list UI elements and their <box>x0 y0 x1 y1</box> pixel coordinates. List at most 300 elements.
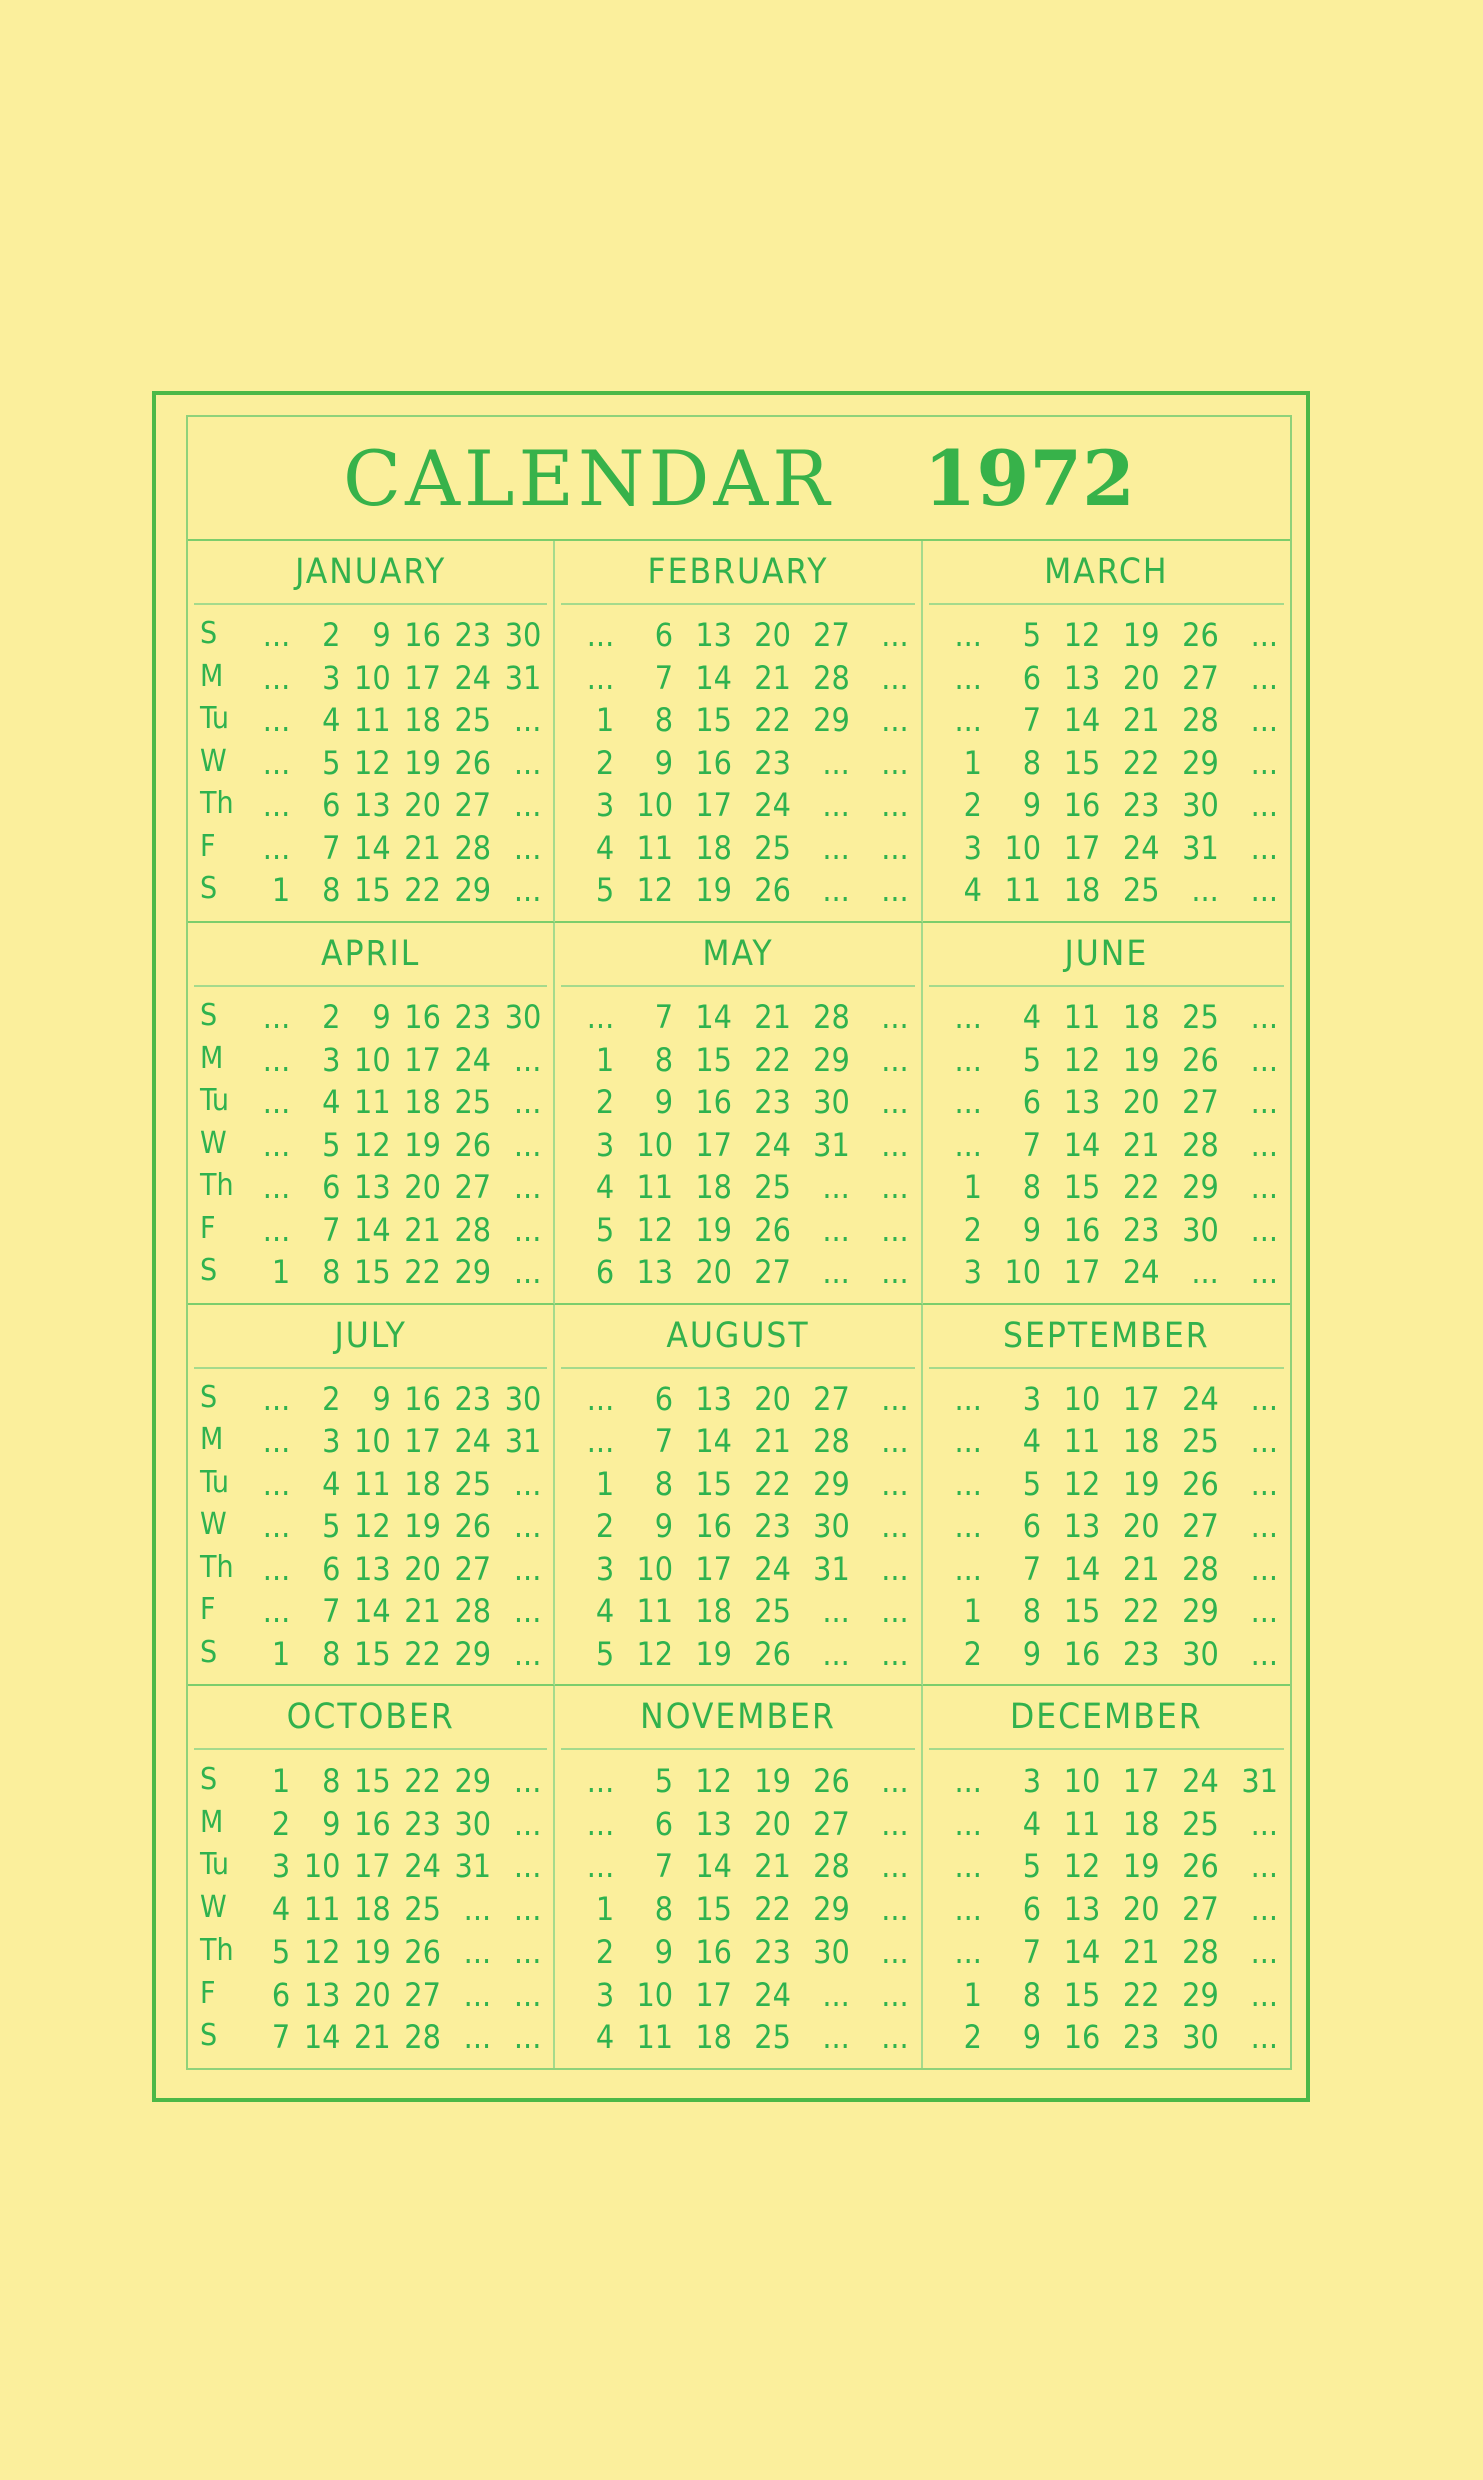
day-cell: 9 <box>1022 786 1042 825</box>
day-cell: ... <box>1250 1083 1278 1122</box>
month-june <box>923 923 1290 1305</box>
week-day-row <box>194 1125 547 1164</box>
day-cell: ... <box>954 1507 982 1546</box>
week-day-row <box>194 998 547 1037</box>
day-cell: 23 <box>454 1379 492 1418</box>
day-cell: 15 <box>1063 1592 1101 1631</box>
day-cell: 1 <box>963 1592 982 1631</box>
weekday-label: S <box>200 616 218 652</box>
week-day-row <box>929 1379 1284 1418</box>
day-cell: ... <box>1250 1592 1278 1631</box>
day-cell: 12 <box>1063 1464 1101 1503</box>
day-cell: 24 <box>404 1847 441 1886</box>
day-cell: 14 <box>1063 1125 1101 1164</box>
day-cell: 2 <box>963 1634 982 1673</box>
day-cell: ... <box>1250 1210 1278 1249</box>
day-cell: ... <box>513 2018 542 2057</box>
week-day-row <box>929 2018 1284 2057</box>
day-cell: 1 <box>271 1634 291 1673</box>
day-cell: ... <box>513 1592 542 1631</box>
day-cell: 24 <box>454 1422 492 1461</box>
month-name: AUGUST <box>561 1305 914 1369</box>
day-cell: ... <box>881 1804 909 1843</box>
day-cell: 16 <box>695 1507 732 1546</box>
day-cell: ... <box>262 786 291 825</box>
weekday-label: Th <box>200 1168 234 1204</box>
day-cell: 25 <box>754 2018 791 2057</box>
day-cell: 10 <box>303 1847 341 1886</box>
day-cell: 21 <box>404 828 441 867</box>
day-cell: 12 <box>636 871 674 910</box>
month-february <box>555 541 922 923</box>
week-day-row <box>561 1464 914 1503</box>
day-cell: 11 <box>1004 871 1042 910</box>
weekday-label: S <box>200 1253 218 1289</box>
week-day-row <box>561 828 914 867</box>
day-cell: ... <box>262 701 291 740</box>
day-cell: ... <box>586 658 615 697</box>
day-cell: 6 <box>654 616 674 655</box>
day-cell: ... <box>822 1634 850 1673</box>
week-day-row <box>561 1592 914 1631</box>
day-cell: ... <box>881 1168 909 1207</box>
day-cell: ... <box>881 1379 909 1418</box>
day-cell: 28 <box>1182 1932 1219 1971</box>
day-cell: 23 <box>754 1932 791 1971</box>
day-cell: ... <box>513 1549 542 1588</box>
day-cell: 10 <box>354 658 391 697</box>
weekday-label: M <box>200 1422 224 1458</box>
day-cell: 19 <box>695 1210 732 1249</box>
day-cell: 22 <box>404 1634 441 1673</box>
day-cell: ... <box>262 1210 291 1249</box>
day-cell: ... <box>881 1932 909 1971</box>
day-cell: ... <box>881 1125 909 1164</box>
day-cell: 29 <box>454 1634 492 1673</box>
day-cell: 4 <box>1022 1422 1042 1461</box>
day-cell: ... <box>822 1253 850 1292</box>
day-cell: 16 <box>404 616 441 655</box>
day-cell: 15 <box>354 1253 391 1292</box>
day-cell: 4 <box>322 1083 341 1122</box>
week-day-row <box>929 1975 1284 2014</box>
day-cell: 28 <box>813 998 850 1037</box>
day-cell: 22 <box>404 1253 441 1292</box>
day-cell: 21 <box>754 658 791 697</box>
day-rows <box>194 605 547 921</box>
month-may <box>555 923 922 1305</box>
day-cell: 6 <box>322 786 341 825</box>
day-cell: 9 <box>1022 1210 1042 1249</box>
day-cell: 26 <box>1182 616 1219 655</box>
day-cell: 1 <box>595 701 615 740</box>
day-cell: 6 <box>322 1168 341 1207</box>
day-cell: 9 <box>372 998 391 1037</box>
week-day-row <box>194 1168 547 1207</box>
day-cell: 27 <box>813 616 850 655</box>
day-cell: 3 <box>322 1040 341 1079</box>
week-day-row <box>194 871 547 910</box>
week-day-row <box>929 1464 1284 1503</box>
week-day-row <box>929 1210 1284 1249</box>
day-cell: ... <box>822 1592 850 1631</box>
day-cell: 22 <box>404 871 441 910</box>
day-cell: ... <box>881 743 909 782</box>
day-cell: 22 <box>1122 743 1160 782</box>
week-day-row <box>561 1932 914 1971</box>
day-cell: 26 <box>1182 1847 1219 1886</box>
day-cell: 3 <box>1022 1379 1042 1418</box>
week-day-row <box>561 1804 914 1843</box>
day-cell: 13 <box>695 616 732 655</box>
day-cell: 27 <box>1182 658 1219 697</box>
day-cell: 3 <box>322 658 341 697</box>
day-cell: 14 <box>695 998 732 1037</box>
month-august <box>555 1305 922 1687</box>
day-cell: 7 <box>1022 701 1042 740</box>
day-cell: 23 <box>754 743 791 782</box>
month-name: JANUARY <box>194 541 547 605</box>
day-cell: 22 <box>754 1464 791 1503</box>
day-cell: ... <box>586 1847 615 1886</box>
day-cell: 5 <box>595 1210 615 1249</box>
day-cell: 31 <box>813 1125 850 1164</box>
week-day-row <box>929 1253 1284 1292</box>
day-cell: 13 <box>354 1549 391 1588</box>
day-cell: ... <box>1191 871 1219 910</box>
day-cell: 7 <box>271 2018 291 2057</box>
week-day-row <box>561 1634 914 1673</box>
day-cell: ... <box>1250 1379 1278 1418</box>
day-cell: 22 <box>1122 1592 1160 1631</box>
day-cell: 5 <box>322 1125 341 1164</box>
day-cell: ... <box>513 1125 542 1164</box>
day-cell: 10 <box>1004 1253 1042 1292</box>
day-cell: ... <box>1250 828 1278 867</box>
week-day-row <box>561 1761 914 1800</box>
day-rows <box>561 987 914 1303</box>
day-cell: ... <box>463 1932 492 1971</box>
week-day-row <box>929 1125 1284 1164</box>
day-cell: 14 <box>1063 1549 1101 1588</box>
week-day-row <box>194 616 547 655</box>
day-cell: 10 <box>636 786 674 825</box>
day-cell: 24 <box>454 1040 492 1079</box>
day-cell: 21 <box>404 1592 441 1631</box>
weekday-label: F <box>200 1210 216 1246</box>
day-cell: 8 <box>1022 743 1042 782</box>
day-cell: 31 <box>504 1422 542 1461</box>
day-cell: 21 <box>1122 1932 1160 1971</box>
day-cell: 7 <box>1022 1932 1042 1971</box>
day-cell: ... <box>1250 1507 1278 1546</box>
title-text: CALENDAR <box>342 433 834 523</box>
day-cell: ... <box>954 1040 982 1079</box>
day-cell: ... <box>881 1975 909 2014</box>
day-cell: ... <box>1250 1804 1278 1843</box>
day-cell: 2 <box>963 2018 982 2057</box>
month-name: MARCH <box>929 541 1284 605</box>
day-cell: 21 <box>754 1847 791 1886</box>
week-day-row <box>929 743 1284 782</box>
day-cell: 8 <box>654 1464 674 1503</box>
day-cell: ... <box>881 2018 909 2057</box>
day-cell: 30 <box>813 1932 850 1971</box>
day-cell: 27 <box>454 1549 492 1588</box>
day-cell: 22 <box>754 1890 791 1929</box>
month-name: JULY <box>194 1305 547 1369</box>
day-cell: ... <box>881 1464 909 1503</box>
day-cell: 13 <box>1063 1083 1101 1122</box>
day-cell: 17 <box>695 1975 732 2014</box>
day-cell: 18 <box>695 1592 732 1631</box>
day-cell: 19 <box>695 1634 732 1673</box>
day-cell: 8 <box>1022 1592 1042 1631</box>
day-cell: 8 <box>654 1040 674 1079</box>
day-cell: 7 <box>1022 1125 1042 1164</box>
month-name: OCTOBER <box>194 1686 547 1750</box>
day-cell: 19 <box>354 1932 391 1971</box>
week-day-row <box>561 1975 914 2014</box>
day-cell: ... <box>881 616 909 655</box>
day-cell: 20 <box>754 616 791 655</box>
day-cell: 17 <box>1122 1379 1160 1418</box>
day-cell: ... <box>881 1890 909 1929</box>
day-cell: 17 <box>695 786 732 825</box>
day-cell: ... <box>881 701 909 740</box>
day-cell: 13 <box>1063 658 1101 697</box>
day-cell: 10 <box>354 1040 391 1079</box>
weekday-label: W <box>200 1125 227 1161</box>
day-cell: 12 <box>1063 1040 1101 1079</box>
day-cell: ... <box>513 1253 542 1292</box>
month-name: NOVEMBER <box>561 1686 914 1750</box>
day-cell: 20 <box>1122 1083 1160 1122</box>
day-cell: 16 <box>695 1932 732 1971</box>
day-cell: 20 <box>695 1253 732 1292</box>
day-cell: 27 <box>813 1379 850 1418</box>
week-day-row <box>194 1975 547 2014</box>
day-cell: 7 <box>654 1422 674 1461</box>
day-cell: ... <box>954 1083 982 1122</box>
week-day-row <box>929 1549 1284 1588</box>
day-cell: ... <box>954 1804 982 1843</box>
day-cell: 8 <box>322 1761 341 1800</box>
day-cell: 22 <box>754 701 791 740</box>
day-cell: ... <box>954 1847 982 1886</box>
day-cell: ... <box>1250 1975 1278 2014</box>
day-cell: 27 <box>454 1168 492 1207</box>
day-cell: 26 <box>813 1761 850 1800</box>
day-cell: 30 <box>1182 2018 1219 2057</box>
day-cell: 20 <box>404 786 441 825</box>
day-cell: 19 <box>695 871 732 910</box>
day-cell: 21 <box>754 998 791 1037</box>
day-cell: 2 <box>595 1083 615 1122</box>
day-cell: 11 <box>636 2018 674 2057</box>
day-cell: 25 <box>1122 871 1160 910</box>
day-cell: 5 <box>1022 1464 1042 1503</box>
day-cell: 9 <box>1022 1634 1042 1673</box>
day-cell: 4 <box>1022 998 1042 1037</box>
day-cell: 13 <box>1063 1507 1101 1546</box>
day-cell: ... <box>513 1168 542 1207</box>
day-cell: 7 <box>322 828 341 867</box>
day-cell: 19 <box>404 743 441 782</box>
day-cell: ... <box>262 828 291 867</box>
day-cell: ... <box>262 1083 291 1122</box>
day-cell: 14 <box>695 658 732 697</box>
day-cell: ... <box>1250 658 1278 697</box>
day-cell: 29 <box>1182 743 1219 782</box>
day-cell: ... <box>513 1210 542 1249</box>
day-cell: 24 <box>754 1975 791 2014</box>
weekday-label: Tu <box>200 1083 230 1119</box>
day-cell: 3 <box>595 1975 615 2014</box>
day-cell: ... <box>881 1422 909 1461</box>
week-day-row <box>194 1253 547 1292</box>
day-cell: 27 <box>1182 1507 1219 1546</box>
day-cell: ... <box>954 1422 982 1461</box>
day-cell: 30 <box>813 1507 850 1546</box>
day-cell: 2 <box>595 1507 615 1546</box>
day-cell: ... <box>954 1761 982 1800</box>
day-cell: 23 <box>754 1507 791 1546</box>
day-cell: 6 <box>322 1549 341 1588</box>
day-cell: 13 <box>354 786 391 825</box>
day-cell: 18 <box>404 1083 441 1122</box>
month-september <box>923 1305 1290 1687</box>
day-rows <box>194 1750 547 2068</box>
day-cell: 15 <box>695 701 732 740</box>
day-cell: ... <box>463 1975 492 2014</box>
day-cell: 17 <box>695 1549 732 1588</box>
day-cell: 20 <box>754 1804 791 1843</box>
week-day-row <box>929 1847 1284 1886</box>
day-cell: 5 <box>1022 1040 1042 1079</box>
day-cell: 8 <box>322 871 341 910</box>
week-day-row <box>194 2018 547 2057</box>
day-cell: 5 <box>1022 1847 1042 1886</box>
day-cell: ... <box>954 1379 982 1418</box>
day-cell: 15 <box>1063 1168 1101 1207</box>
week-day-row <box>929 701 1284 740</box>
day-cell: ... <box>1250 998 1278 1037</box>
day-cell: 13 <box>636 1253 674 1292</box>
week-day-row <box>929 1890 1284 1929</box>
day-cell: 21 <box>1122 1549 1160 1588</box>
day-cell: 2 <box>963 1210 982 1249</box>
day-cell: 18 <box>354 1890 391 1929</box>
day-cell: ... <box>262 1422 291 1461</box>
day-cell: 29 <box>813 1040 850 1079</box>
week-day-row <box>929 1040 1284 1079</box>
day-cell: 15 <box>354 871 391 910</box>
week-day-row <box>929 871 1284 910</box>
day-cell: 26 <box>1182 1040 1219 1079</box>
day-cell: 2 <box>963 786 982 825</box>
day-cell: ... <box>513 786 542 825</box>
day-cell: 24 <box>454 658 492 697</box>
month-name: SEPTEMBER <box>929 1305 1284 1369</box>
day-cell: 25 <box>1182 1804 1219 1843</box>
day-cell: 26 <box>454 1125 492 1164</box>
month-name: FEBRUARY <box>561 541 914 605</box>
day-cell: 11 <box>636 828 674 867</box>
day-cell: ... <box>822 743 850 782</box>
day-cell: 29 <box>813 1464 850 1503</box>
day-cell: 29 <box>813 1890 850 1929</box>
weekday-label: Th <box>200 1549 234 1585</box>
weekday-label: M <box>200 658 224 694</box>
day-cell: 22 <box>1122 1975 1160 2014</box>
weekday-label: S <box>200 2018 218 2054</box>
day-cell: 12 <box>354 1507 391 1546</box>
day-cell: 6 <box>654 1379 674 1418</box>
day-cell: ... <box>954 616 982 655</box>
day-cell: ... <box>1250 1890 1278 1929</box>
day-cell: ... <box>954 998 982 1037</box>
weekday-label: Tu <box>200 1464 230 1500</box>
day-cell: 6 <box>1022 658 1042 697</box>
weekday-label: M <box>200 1040 224 1076</box>
weekday-label: S <box>200 1634 218 1670</box>
day-rows <box>929 1750 1284 2068</box>
day-rows <box>929 1369 1284 1685</box>
week-day-row <box>561 2018 914 2057</box>
day-cell: 29 <box>454 1253 492 1292</box>
day-cell: 18 <box>404 701 441 740</box>
month-march <box>923 541 1290 923</box>
day-rows <box>194 987 547 1303</box>
day-cell: 11 <box>303 1890 341 1929</box>
day-cell: 20 <box>1122 658 1160 697</box>
day-cell: ... <box>954 701 982 740</box>
week-day-row <box>929 1168 1284 1207</box>
day-cell: 9 <box>322 1804 341 1843</box>
day-cell: ... <box>1250 616 1278 655</box>
day-cell: 12 <box>303 1932 341 1971</box>
day-cell: 7 <box>654 658 674 697</box>
day-cell: ... <box>1250 1549 1278 1588</box>
day-cell: ... <box>513 1040 542 1079</box>
day-cell: 26 <box>454 743 492 782</box>
day-cell: 10 <box>354 1422 391 1461</box>
week-day-row <box>194 1634 547 1673</box>
day-cell: 4 <box>963 871 982 910</box>
day-cell: 4 <box>595 2018 615 2057</box>
day-cell: ... <box>586 1422 615 1461</box>
month-december <box>923 1686 1290 2068</box>
day-cell: 2 <box>322 998 341 1037</box>
week-day-row <box>194 1210 547 1249</box>
day-cell: 17 <box>1063 1253 1101 1292</box>
day-cell: ... <box>881 828 909 867</box>
day-cell: 14 <box>354 828 391 867</box>
day-cell: 12 <box>1063 616 1101 655</box>
week-day-row <box>929 1083 1284 1122</box>
week-day-row <box>561 743 914 782</box>
day-cell: 14 <box>695 1847 732 1886</box>
day-cell: 18 <box>1122 1804 1160 1843</box>
day-cell: 17 <box>1063 828 1101 867</box>
day-cell: 21 <box>404 1210 441 1249</box>
week-day-row <box>561 998 914 1037</box>
day-cell: 4 <box>595 1592 615 1631</box>
day-cell: 29 <box>454 871 492 910</box>
day-cell: ... <box>881 998 909 1037</box>
day-cell: 7 <box>322 1210 341 1249</box>
